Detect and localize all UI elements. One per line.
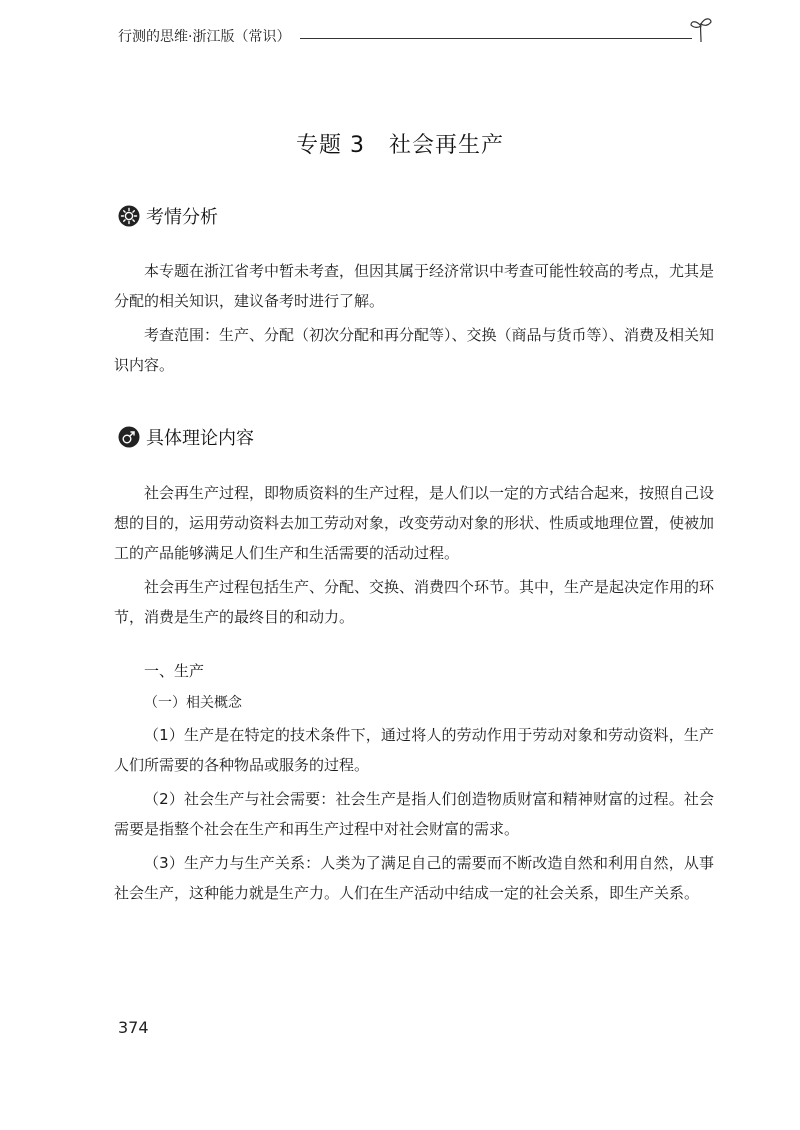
section-theory-label: 具体理论内容 <box>146 428 254 449</box>
theory-paragraph-1: 社会再生产过程，即物质资料的生产过程，是人们以一定的方式结合起来，按照自己设想的目的，运用劳动资料去加工劳动对象，改变劳动对象的形状、性质或地理位置，使被加工的产品能够满足人们生产和生活需要的活动过程。 <box>114 484 715 562</box>
theory-paragraph-2: 社会再生产过程包括生产、分配、交换、消费四个环节。其中，生产是起决定作用的环节，消费是生产的最终目的和动力。 <box>114 578 715 626</box>
running-header <box>118 22 718 50</box>
analysis-paragraph-1: 本专题在浙江省考中暂未考查，但因其属于经济常识中考查可能性较高的考点，尤其是分配的相关知识，建议备考时进行了解。 <box>114 262 715 310</box>
sprout-icon <box>688 14 714 44</box>
concept-item-1: （1）生产是在特定的技术条件下，通过将人的劳动作用于劳动对象和劳动资料，生产人们所需要的各种物品或服务的过程。 <box>114 726 714 774</box>
header-rule <box>300 38 692 39</box>
section-analysis-label: 考情分析 <box>146 207 218 228</box>
page-number: 374 <box>118 1018 149 1037</box>
part-one-heading: 一、生产 <box>144 662 205 680</box>
part-one-subheading: （一）相关概念 <box>144 695 242 711</box>
section-theory-header <box>118 424 254 450</box>
sun-icon <box>118 205 140 227</box>
analysis-paragraph-2: 考查范围：生产、分配（初次分配和再分配等）、交换（商品与货币等）、消费及相关知识内容。 <box>114 326 715 374</box>
concept-item-3: （3）生产力与生产关系：人类为了满足自己的需要而不断改造自然和利用自然，从事社会生产，这种能力就是生产力。人们在生产活动中结成一定的社会关系，即生产关系。 <box>114 854 714 902</box>
section-analysis-header <box>118 203 218 229</box>
chapter-title: 专题 3 社会再生产 <box>296 133 504 158</box>
running-title: 行测的思维·浙江版（常识） <box>118 29 291 45</box>
compass-icon <box>118 426 140 448</box>
concept-item-2: （2）社会生产与社会需要：社会生产是指人们创造物质财富和精神财富的过程。社会需要是指整个社会在生产和再生产过程中对社会财富的需求。 <box>114 790 714 838</box>
